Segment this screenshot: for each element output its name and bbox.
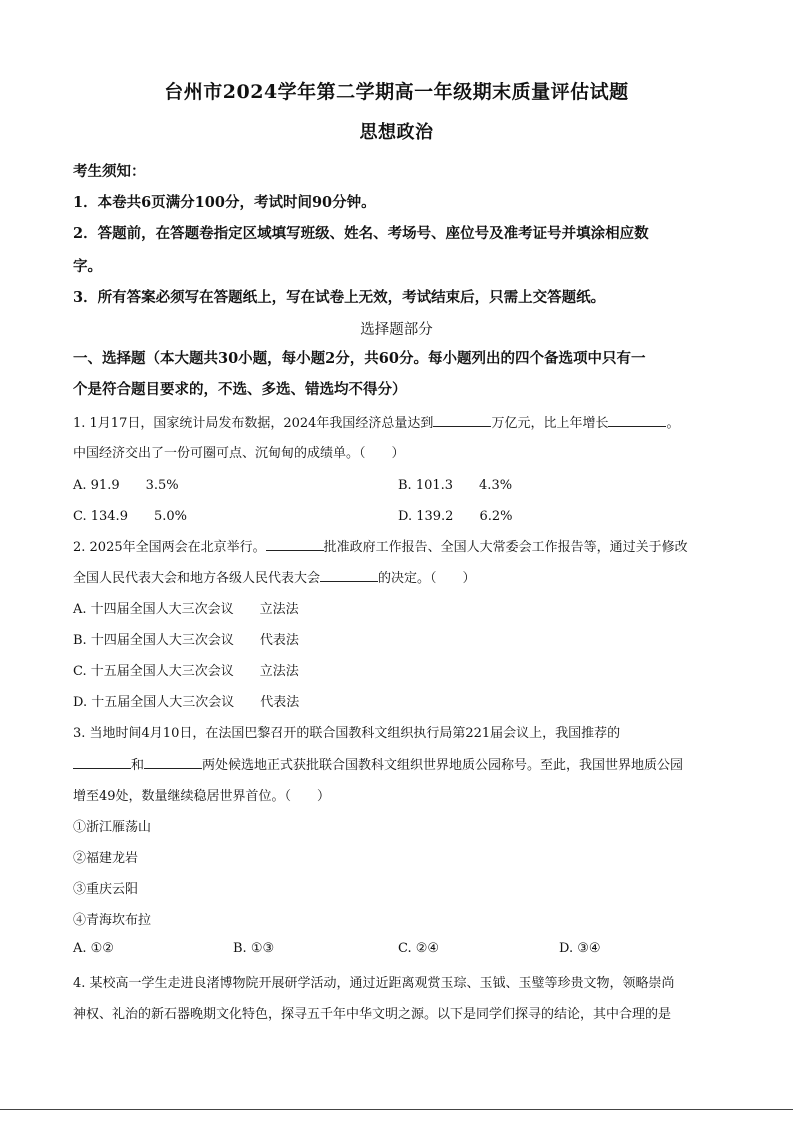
q1-option-a: A. 91.9 3.5%: [73, 478, 179, 493]
notice-item: 3．所有答案必须写在答题纸上，写在试卷上无效，考试结束后，只需上交答题纸。: [73, 289, 606, 306]
q1-text-a: 1. 1月17日，国家统计局发布数据，2024年我国经济总量达到: [73, 416, 434, 431]
answer-blank: [320, 569, 378, 582]
answer-blank: [144, 756, 202, 769]
q1-option-c: C. 134.9 5.0%: [73, 509, 187, 524]
answer-blank: [608, 414, 666, 427]
exam-title: 台州市2024学年第二学期高一年级期末质量评估试题: [164, 81, 629, 103]
question-3-stem-line2: [73, 754, 683, 773]
q2-option-c: C. 十五届全国人大三次会议 立法法: [73, 664, 299, 679]
q2-text-c: 全国人民代表大会和地方各级人民代表大会: [73, 571, 321, 586]
notice-item: 2．答题前，在答题卷指定区域填写班级、姓名、考场号、座位号及准考证号并填涂相应数: [73, 225, 649, 242]
q1-text-c: 。: [666, 416, 680, 431]
question-1-stem: [73, 412, 679, 431]
page-bottom-rule: [0, 1109, 793, 1110]
section-heading: 一、选择题（本大题共30小题，每小题2分，共60分。每小题列出的四个备选项中只有一: [73, 350, 646, 367]
question-3-stem: 3. 当地时间4月10日，在法国巴黎召开的联合国教科文组织执行局第221届会议上，我国推荐的: [73, 726, 621, 741]
notice-heading: 考生须知：: [73, 163, 146, 180]
q3-text-b: 两处候选地正式获批联合国教科文组织世界地质公园称号。至此，我国世界地质公园: [202, 758, 684, 773]
q3-item-1: ①浙江雁荡山: [73, 820, 152, 835]
q2-option-d: D. 十五届全国人大三次会议 代表法: [73, 695, 300, 710]
notice-item: 字。: [73, 258, 102, 275]
q1-text-b: 万亿元，比上年增长: [491, 416, 609, 431]
section-heading: 个是符合题目要求的，不选、多选、错选均不得分）: [73, 381, 407, 398]
exam-subject: 思想政治: [359, 122, 434, 143]
question-4-stem: 4. 某校高一学生走进良渚博物院开展研学活动，通过近距离观赏玉琮、玉钺、玉璧等珍贵文物，领略崇尚: [73, 976, 675, 991]
notice-item: 1．本卷共6页满分100分，考试时间90分钟。: [73, 194, 376, 211]
q1-option-b: B. 101.3 4.3%: [398, 478, 513, 493]
q3-item-2: ②福建龙岩: [73, 851, 139, 866]
q3-option-c: C. ②④: [398, 941, 440, 956]
q3-item-4: ④青海坎布拉: [73, 913, 152, 928]
q3-item-3: ③重庆云阳: [73, 882, 139, 897]
question-1-stem-line2: 中国经济交出了一份可圈可点、沉甸甸的成绩单。（ ）: [73, 446, 405, 461]
q2-text-d: 的决定。（ ）: [378, 571, 476, 586]
q2-option-b: B. 十四届全国人大三次会议 代表法: [73, 633, 299, 648]
q3-option-d: D. ③④: [559, 941, 601, 956]
section-label: 选择题部分: [360, 322, 433, 338]
answer-blank: [266, 538, 324, 551]
question-2-stem: [73, 536, 688, 555]
answer-blank: [73, 756, 131, 769]
question-3-stem-line3: 增至49处，数量继续稳居世界首位。（ ）: [73, 789, 331, 804]
q3-option-a: A. ①②: [73, 941, 114, 956]
question-4-stem-line2: 神权、礼治的新石器晚期文化特色，探寻五千年中华文明之源。以下是同学们探寻的结论，其中合理的是: [73, 1007, 672, 1022]
q2-text-a: 2. 2025年全国两会在北京举行。: [73, 540, 266, 555]
q2-option-a: A. 十四届全国人大三次会议 立法法: [73, 602, 299, 617]
q3-text-a: 和: [131, 758, 145, 773]
question-2-stem-line2: [73, 567, 476, 586]
q1-option-d: D. 139.2 6.2%: [398, 509, 513, 524]
q3-option-b: B. ①③: [233, 941, 275, 956]
answer-blank: [433, 414, 491, 427]
q2-text-b: 批准政府工作报告、全国人大常委会工作报告等，通过关于修改: [323, 540, 688, 555]
